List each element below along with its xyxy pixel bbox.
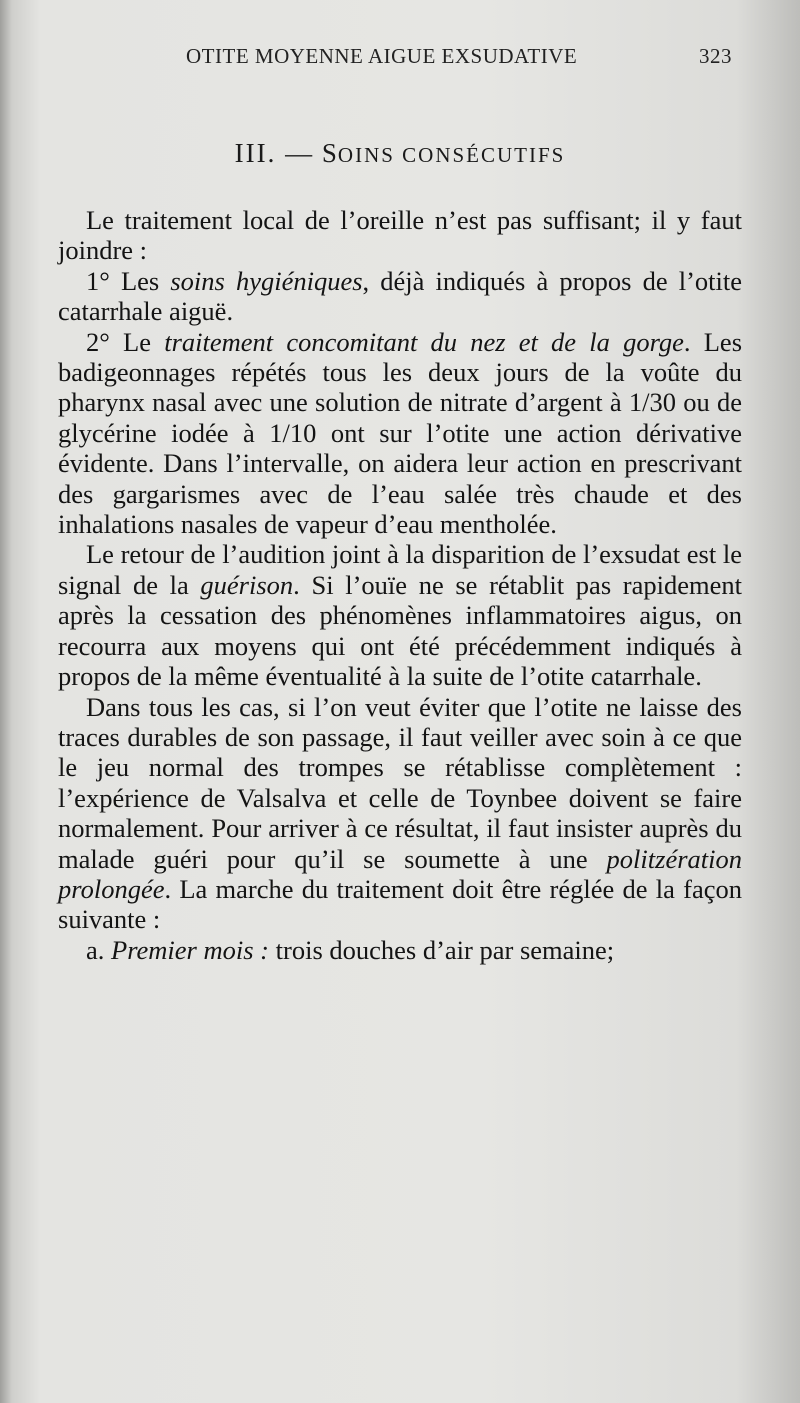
paragraph bbox=[58, 266, 742, 327]
section-title-rest: OINS CONSÉCUTIFS bbox=[337, 143, 566, 167]
paragraph-text: Le retour de l’audition joint à la disparition de l’exsudat est le signal de la bbox=[58, 539, 742, 600]
paragraph bbox=[58, 205, 742, 266]
paragraph bbox=[58, 327, 742, 540]
running-title: OTITE MOYENNE AIGUE EXSUDATIVE bbox=[186, 44, 578, 68]
paragraph-text: 1° Les bbox=[86, 265, 171, 296]
emphasis-text: guérison bbox=[200, 569, 294, 600]
section-title-initial: S bbox=[321, 138, 338, 168]
paragraph bbox=[58, 539, 742, 691]
emphasis-text: soins hygiéniques bbox=[170, 265, 363, 296]
emphasis-text: politzération prolongée bbox=[58, 843, 742, 904]
paragraph bbox=[58, 692, 742, 935]
paragraph-text: 2° Le bbox=[86, 326, 165, 357]
paragraph-text: . La marche du traitement doit être réglée de la façon suivante : bbox=[58, 873, 742, 935]
paragraph-text: trois douches d’air par semaine; bbox=[269, 934, 615, 965]
paragraph bbox=[58, 935, 742, 965]
paragraph-text: Le traitement local de l’oreille n’est pas suffisant; il y faut joindre : bbox=[58, 205, 742, 266]
page-number: 323 bbox=[699, 44, 732, 68]
paragraph-text: , déjà indiqués à propos de l’otite catarrhale aiguë. bbox=[58, 265, 743, 327]
paragraph-text: . Si l’ouïe ne se rétablit pas rapidement après la cessation des phénomènes inflammatoires aigus, on recourra aux moyens qui ont été précédemment indiqués à propos de la même éventualité à la suite de l’otite catarrhale. bbox=[58, 569, 742, 692]
emphasis-text: traitement concomitant du nez et de la gorge bbox=[164, 326, 684, 357]
paragraph-text: . Les badigeonnages répétés tous les deux jours de la voûte du pharynx nasal avec une solution de nitrate d’argent à 1/30 ou de glycérine iodée à 1/10 ont sur l’otite une action dérivative évidente. Dans l’intervalle, on aidera leur action en prescrivant des gargarismes avec de l’eau salée très chaude et des inhalations nasales de vapeur d’eau mentholée. bbox=[58, 326, 743, 540]
section-heading bbox=[0, 138, 800, 169]
body-text bbox=[58, 205, 742, 965]
emphasis-text: Premier mois : bbox=[111, 934, 270, 965]
paragraph-text: Dans tous les cas, si l’on veut éviter que l’otite ne laisse des traces durables de son passage, il faut veiller avec soin à ce que le jeu normal des trompes se rétablisse complètement : l’expérience de Valsalva et celle de Toynbee doivent se faire normalement. Pour arriver à ce résultat, il faut insister auprès du malade guéri pour qu’il se soumette à une bbox=[58, 691, 742, 874]
paragraph-text: a. bbox=[86, 934, 112, 965]
section-number: III. — bbox=[234, 138, 315, 168]
